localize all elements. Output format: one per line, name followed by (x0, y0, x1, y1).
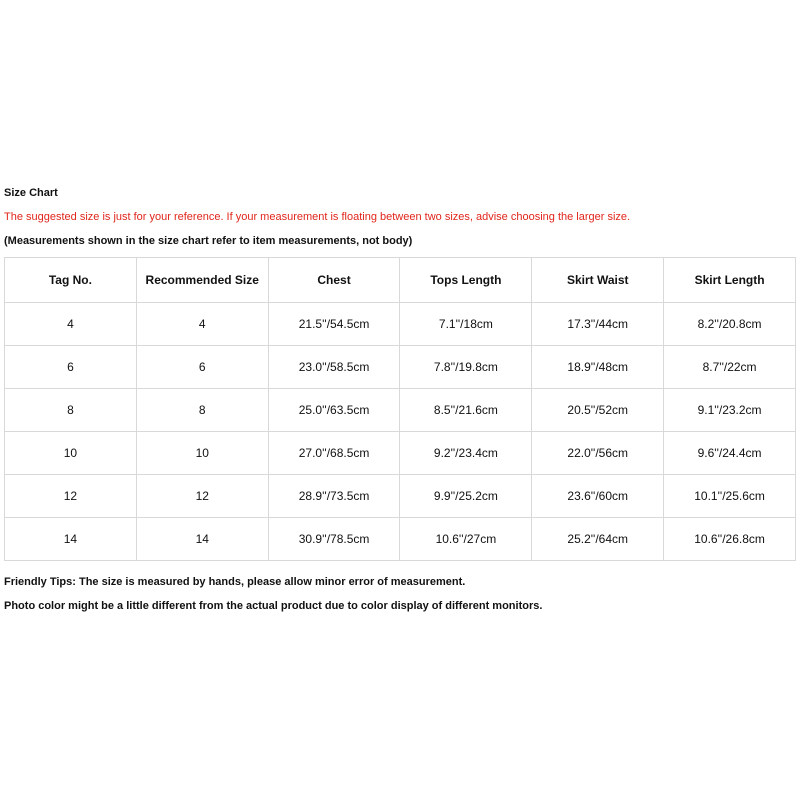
cell-tops-length: 8.5''/21.6cm (400, 389, 532, 432)
table-row (5, 432, 796, 475)
cell-chest: 27.0''/68.5cm (268, 432, 400, 475)
cell-chest: 30.9''/78.5cm (268, 518, 400, 561)
cell-skirt-waist: 23.6''/60cm (532, 475, 664, 518)
size-notice: The suggested size is just for your reference. If your measurement is floating between two sizes, advise choosing the larger size. (4, 211, 631, 223)
cell-recommended-size: 6 (136, 346, 268, 389)
cell-tag-no: 6 (5, 346, 137, 389)
header-skirt-waist: Skirt Waist (532, 258, 664, 303)
cell-tag-no: 8 (5, 389, 137, 432)
cell-tag-no: 4 (5, 303, 137, 346)
cell-tag-no: 14 (5, 518, 137, 561)
measurement-note: (Measurements shown in the size chart refer to item measurements, not body) (4, 235, 413, 247)
cell-skirt-length: 9.6''/24.4cm (664, 432, 796, 475)
cell-skirt-waist: 18.9''/48cm (532, 346, 664, 389)
cell-tag-no: 12 (5, 475, 137, 518)
header-skirt-length: Skirt Length (664, 258, 796, 303)
size-chart-title: Size Chart (4, 187, 58, 199)
cell-chest: 28.9''/73.5cm (268, 475, 400, 518)
cell-skirt-length: 8.7''/22cm (664, 346, 796, 389)
table-row (5, 303, 796, 346)
table-row (5, 346, 796, 389)
cell-skirt-length: 9.1''/23.2cm (664, 389, 796, 432)
cell-recommended-size: 10 (136, 432, 268, 475)
cell-tag-no: 10 (5, 432, 137, 475)
cell-tops-length: 9.9''/25.2cm (400, 475, 532, 518)
cell-tops-length: 10.6''/27cm (400, 518, 532, 561)
cell-skirt-waist: 25.2''/64cm (532, 518, 664, 561)
cell-recommended-size: 4 (136, 303, 268, 346)
table-header-row (5, 258, 796, 303)
color-tip: Photo color might be a little different from the actual product due to color display of different monitors. (4, 600, 543, 612)
cell-chest: 21.5''/54.5cm (268, 303, 400, 346)
table-row (5, 389, 796, 432)
cell-recommended-size: 8 (136, 389, 268, 432)
cell-recommended-size: 14 (136, 518, 268, 561)
cell-skirt-length: 10.6''/26.8cm (664, 518, 796, 561)
cell-skirt-waist: 17.3''/44cm (532, 303, 664, 346)
size-table (4, 257, 796, 561)
cell-skirt-length: 10.1''/25.6cm (664, 475, 796, 518)
header-tops-length: Tops Length (400, 258, 532, 303)
header-recommended-size: Recommended Size (136, 258, 268, 303)
cell-recommended-size: 12 (136, 475, 268, 518)
cell-skirt-waist: 20.5''/52cm (532, 389, 664, 432)
header-tag-no: Tag No. (5, 258, 137, 303)
header-chest: Chest (268, 258, 400, 303)
table-row (5, 475, 796, 518)
cell-tops-length: 7.1''/18cm (400, 303, 532, 346)
cell-skirt-waist: 22.0''/56cm (532, 432, 664, 475)
cell-chest: 25.0''/63.5cm (268, 389, 400, 432)
cell-chest: 23.0''/58.5cm (268, 346, 400, 389)
friendly-tip: Friendly Tips: The size is measured by hands, please allow minor error of measurement. (4, 576, 466, 588)
table-row (5, 518, 796, 561)
cell-skirt-length: 8.2''/20.8cm (664, 303, 796, 346)
cell-tops-length: 7.8''/19.8cm (400, 346, 532, 389)
cell-tops-length: 9.2''/23.4cm (400, 432, 532, 475)
